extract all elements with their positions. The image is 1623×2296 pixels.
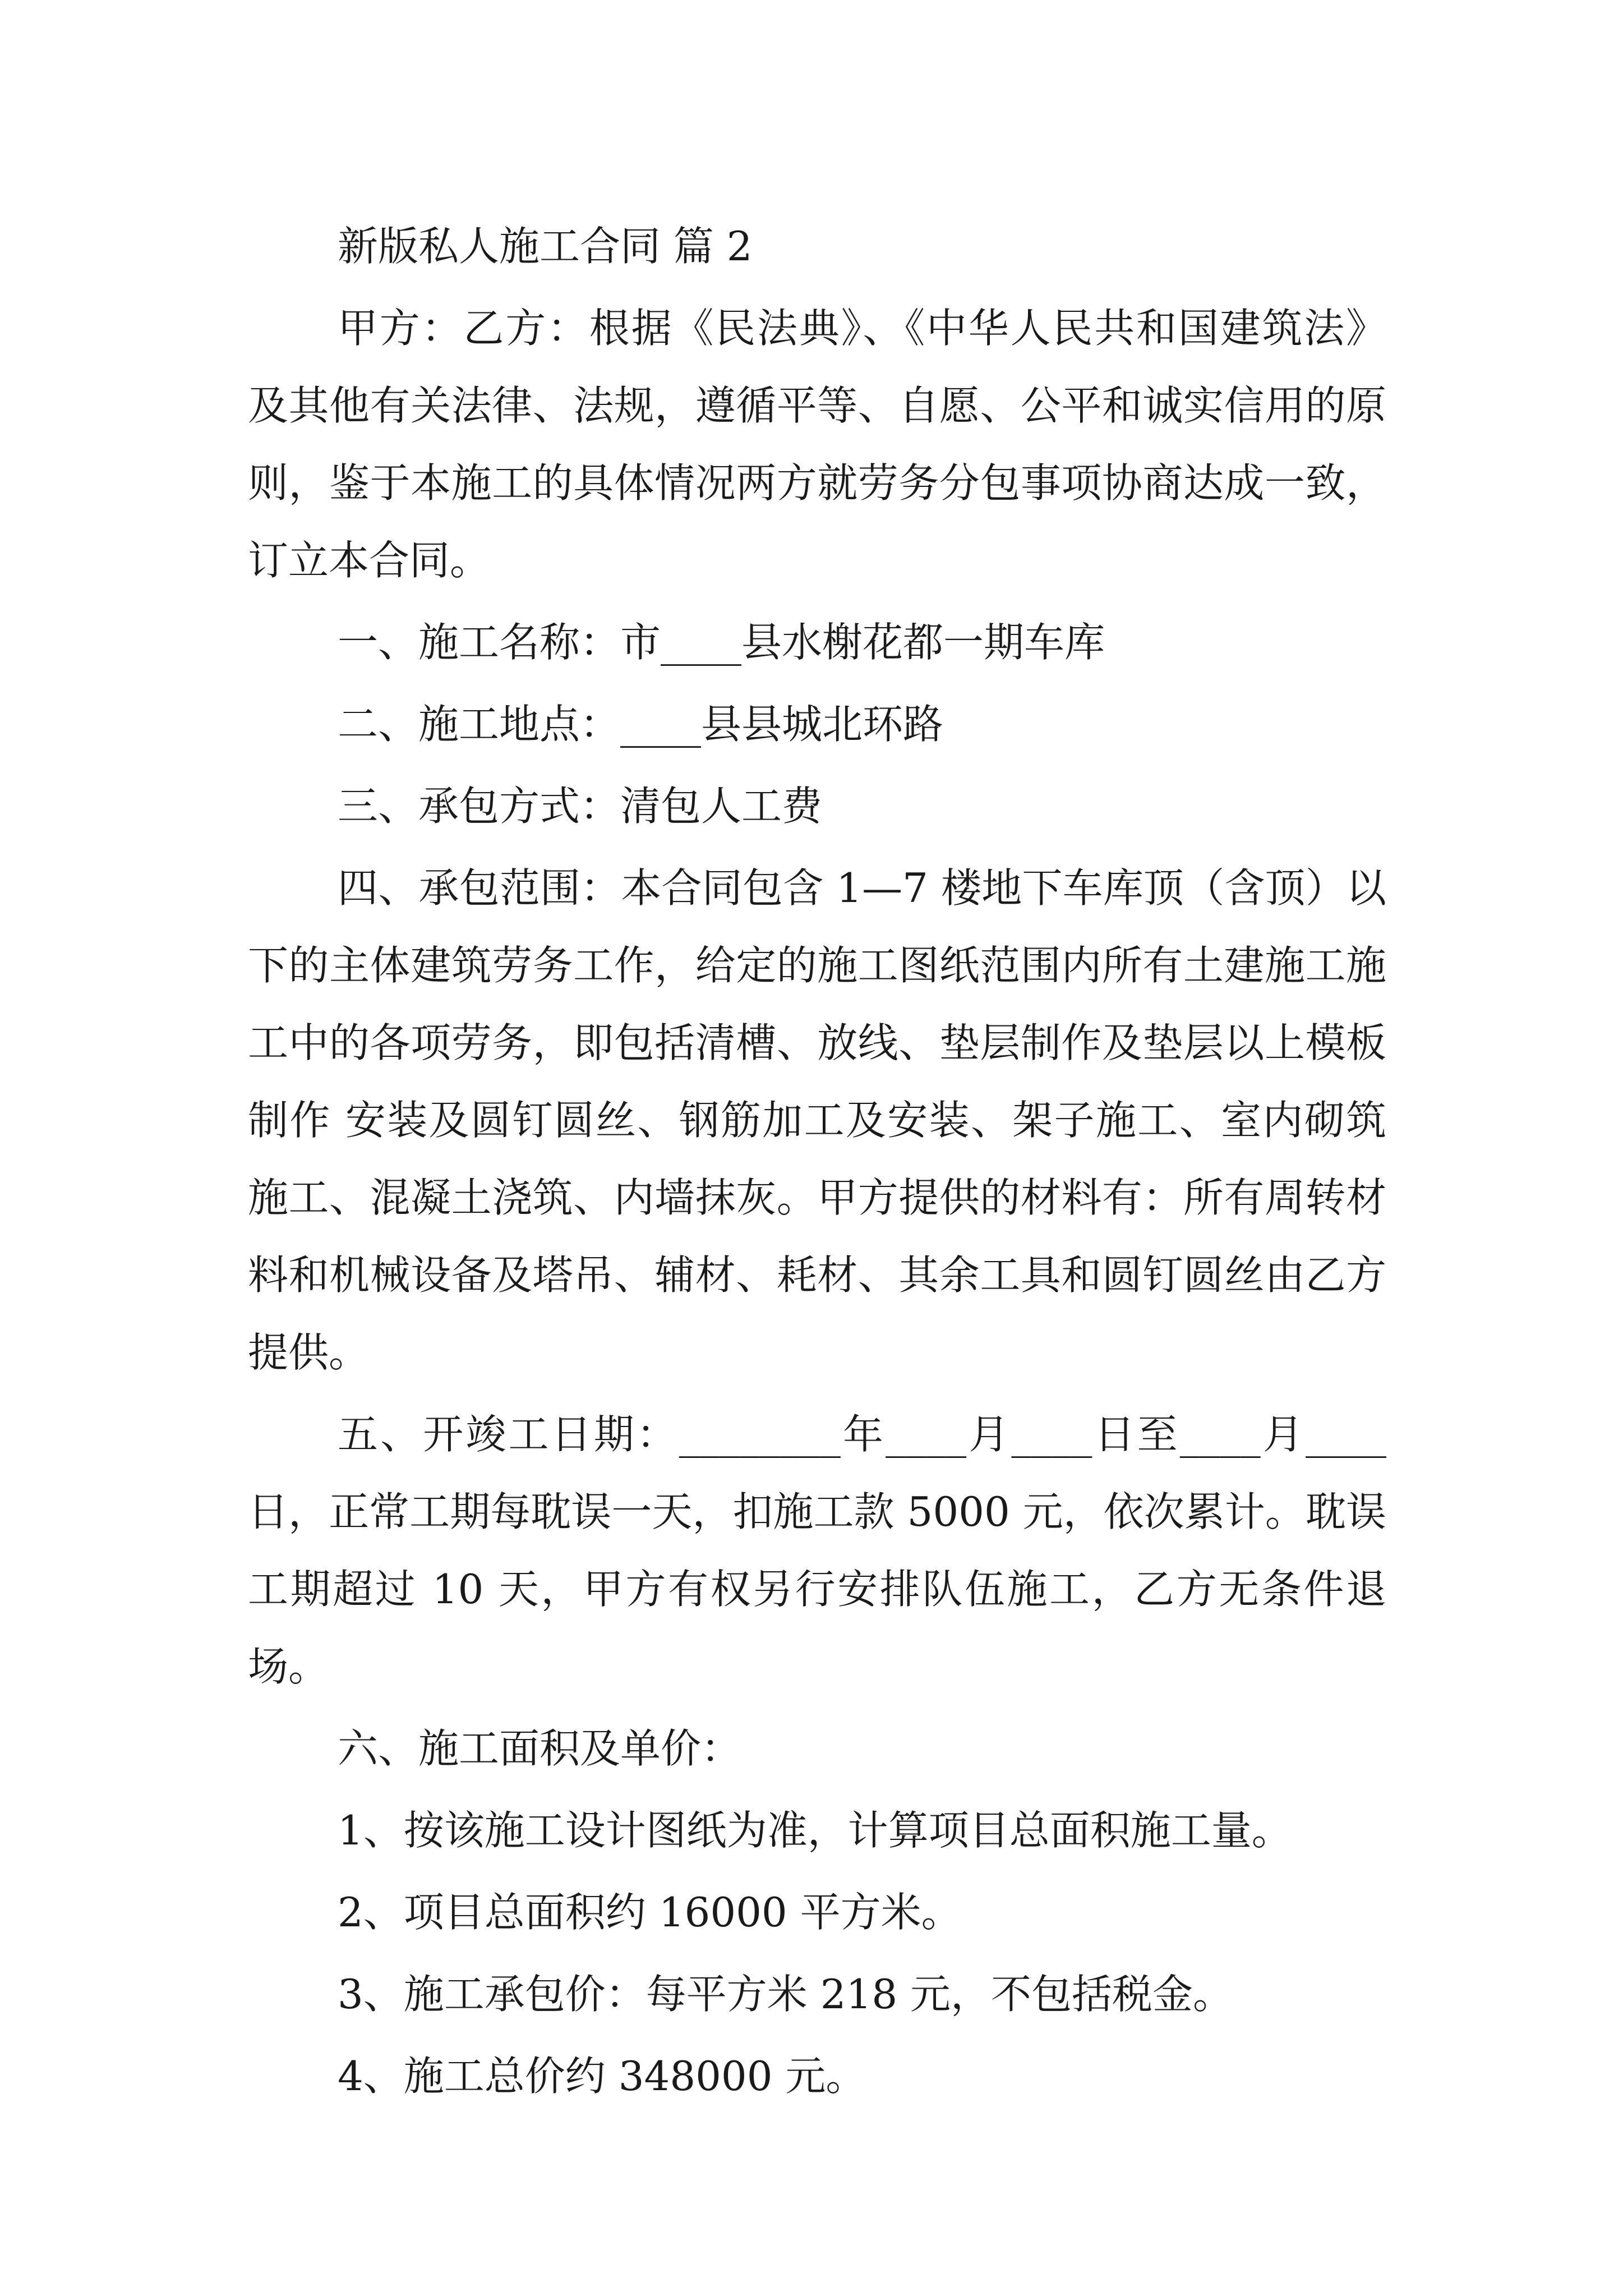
price-item-1: 1、按该施工设计图纸为准，计算项目总面积施工量。 bbox=[338, 1807, 1292, 1854]
preamble-paragraph: 甲方：乙方：根据《民法典》、《中华人民共和国建筑法》及其他有关法律、法规，遵循平等、自愿、公平和诚实信用的原则，鉴于本施工的具体情况两方就劳务分包事项协商达成一致，订立本合同。 bbox=[248, 305, 1386, 584]
clause-project-location: 二、施工地点：____县县城北环路 bbox=[338, 701, 944, 748]
price-item-4: 4、施工总价约 348000 元。 bbox=[338, 2053, 866, 2100]
clause-project-name: 一、施工名称：市____县水榭花都一期车库 bbox=[338, 619, 1105, 666]
clause-area-and-price-heading: 六、施工面积及单价： bbox=[338, 1725, 742, 1772]
clause-schedule: 五、开竣工日期：________年____月____日至____月____日，正常工期每耽误一天，扣施工款 5000 元，依次累计。耽误工期超过 10 天，甲方有权另行安排队伍施工，乙方无条件退场。 bbox=[248, 1411, 1386, 1690]
document-body bbox=[248, 208, 1386, 2115]
clause-contract-method: 三、承包方式：清包人工费 bbox=[338, 783, 823, 830]
price-item-3: 3、施工承包价：每平方米 218 元，不包括税金。 bbox=[338, 1971, 1234, 2018]
price-item-2: 2、项目总面积约 16000 平方米。 bbox=[338, 1889, 962, 1936]
clause-contract-scope: 四、承包范围：本合同包含 1—7 楼地下车库顶（含顶）以下的主体建筑劳务工作，给定的施工图纸范围内所有土建施工施工中的各项劳务，即包括清槽、放线、垫层制作及垫层以上模板制作 安装及圆钉圆丝、钢筋加工及安装、架子施工、室内砌筑施工、混凝土浇筑、内墙抹灰。甲方提供的材料有：所有周转材料和机械设备及塔吊、辅材、耗材、其余工具和圆钉圆丝由乙方提供。 bbox=[248, 864, 1386, 1376]
document-heading: 新版私人施工合同 篇 2 bbox=[338, 223, 753, 270]
